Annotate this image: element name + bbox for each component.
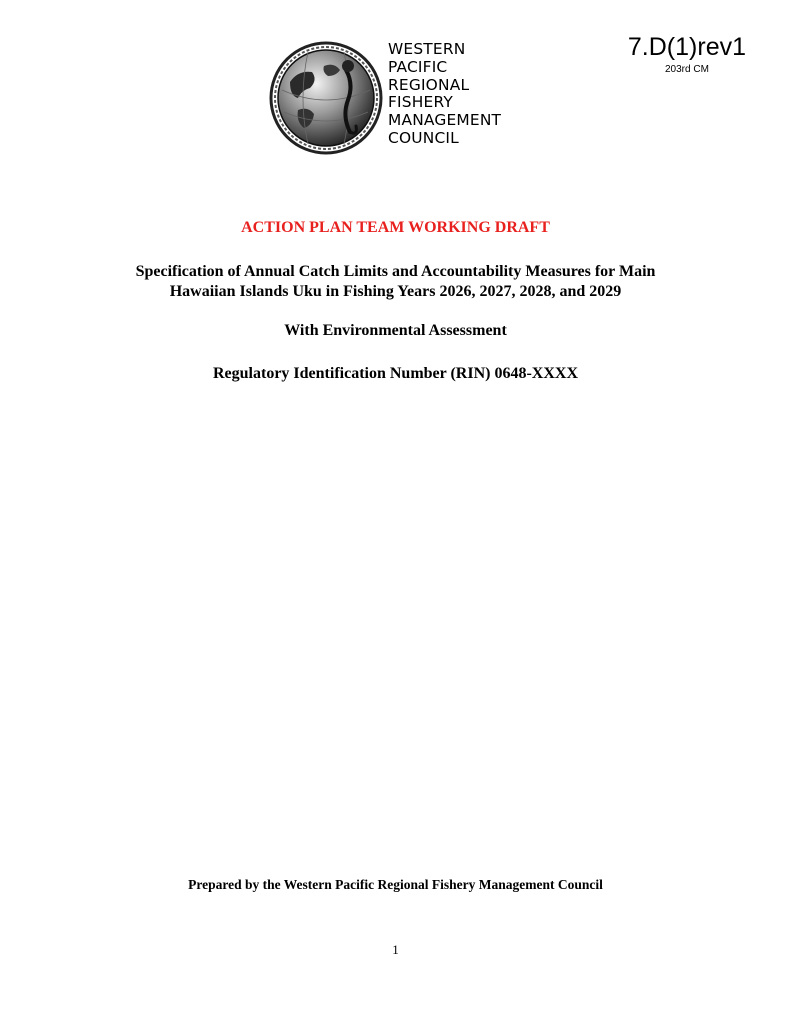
document-code: 7.D(1)rev1 (627, 33, 746, 61)
org-name-line: PACIFIC (388, 57, 448, 76)
rin-number: Regulatory Identification Number (RIN) 0648-XXXX (212, 365, 578, 382)
document-subtitle: With Environmental Assessment (284, 322, 507, 339)
document-code-block (628, 32, 746, 76)
org-name-line: COUNCIL (388, 128, 459, 147)
title-line: Hawaiian Islands Uku in Fishing Years 2026, 2027, 2028, and 2029 (169, 283, 622, 300)
title-line: Specification of Annual Catch Limits and Accountability Measures for Main (135, 263, 656, 280)
org-name-line: MANAGEMENT (388, 111, 502, 130)
organization-name (388, 41, 501, 148)
globe-emblem-icon (268, 40, 384, 156)
document-title (0, 262, 791, 302)
council-logo (268, 40, 518, 156)
org-name-line: FISHERY (388, 93, 453, 112)
prepared-by: Prepared by the Western Pacific Regional Fishery Management Council (188, 877, 603, 892)
meeting-label: 203rd CM (665, 64, 709, 75)
draft-label: ACTION PLAN TEAM WORKING DRAFT (241, 219, 550, 236)
page-number: 1 (392, 942, 399, 957)
org-name-line: REGIONAL (388, 75, 470, 94)
org-name-line: WESTERN (388, 40, 466, 58)
